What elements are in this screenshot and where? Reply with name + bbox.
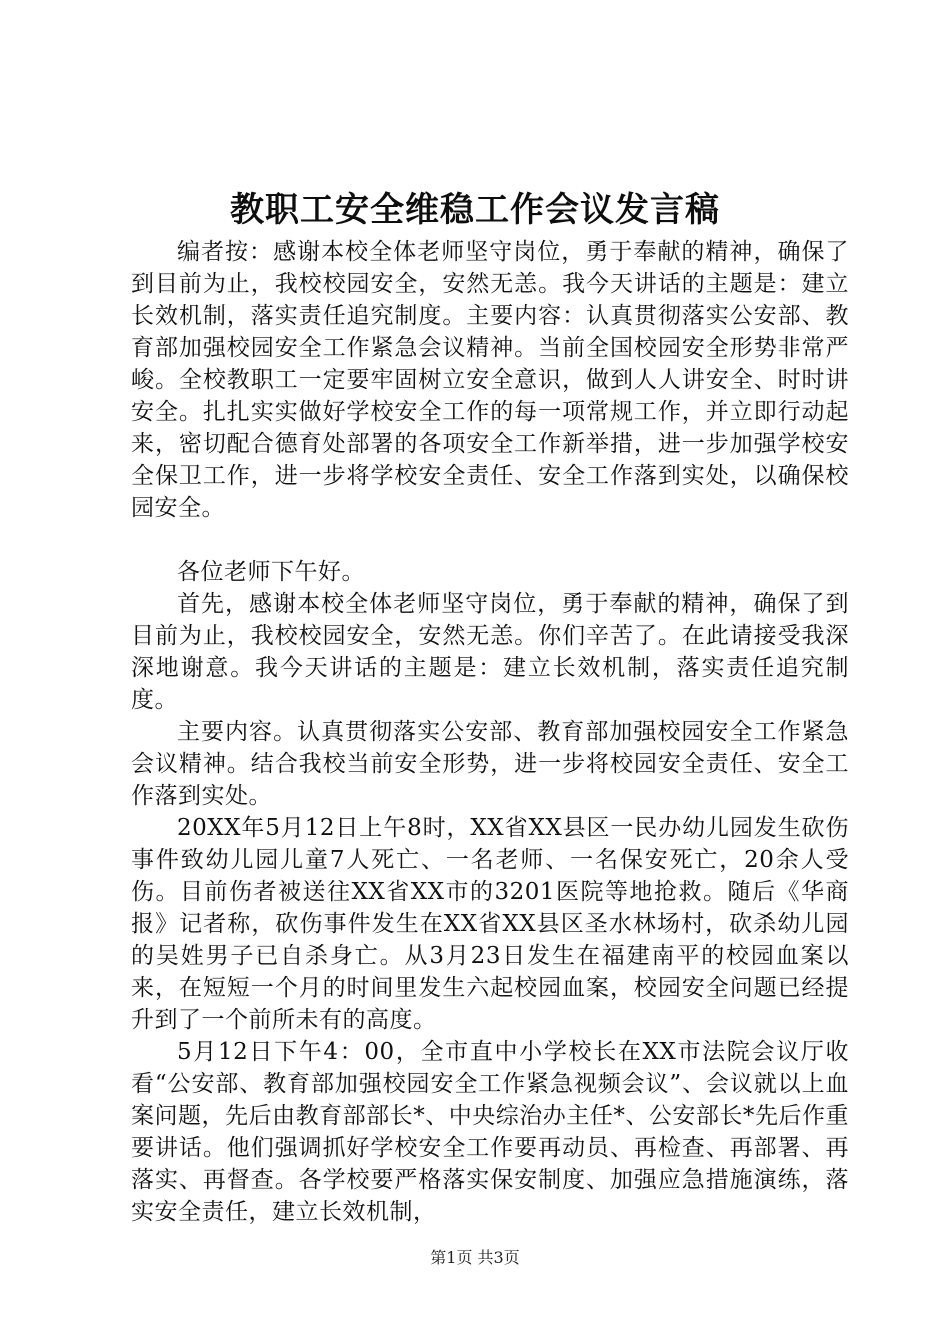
- paragraph-spacer: [131, 524, 849, 556]
- greeting-paragraph: 各位老师下午好。: [177, 559, 365, 585]
- meeting-paragraph: 5月12日下午4：00，全市直中小学校长在XX市法院会议厅收看“公安部、教育部加强校园安全工作紧急视频会议”、会议就以上血案问题，先后由教育部部长*、中央综治办主任*、公安部长*先后作重要讲话。他们强调抓好学校安全工作要再动员、再检查、再部署、再落实、再督查。各学校要严格落实保安制度、加强应急措施演练，落实安全责任，建立长效机制，: [131, 1039, 849, 1225]
- incident-paragraph: 20XX年5月12日上午8时，XX省XX县区一民办幼儿园发生砍伤事件致幼儿园儿童7人死亡、一名老师、一名保安死亡，20余人受伤。目前伤者被送往XX省XX市的3201医院等地抢救。随后《华商报》记者称，砍伤事件发生在XX省XX县区圣水林场村，砍杀幼儿园的吴姓男子已自杀身亡。从3月23日发生在福建南平的校园血案以来，在短短一个月的时间里发生六起校园血案，校园安全问题已经提升到了一个前所未有的高度。: [131, 815, 849, 1033]
- main-content-paragraph: 主要内容。认真贯彻落实公安部、教育部加强校园安全工作紧急会议精神。结合我校当前安全形势，进一步将校园安全责任、安全工作落到实处。: [131, 719, 849, 809]
- document-body: [131, 236, 849, 1228]
- thanks-paragraph: 首先，感谢本校全体老师坚守岗位，勇于奉献的精神，确保了到目前为止，我校校园安全，安然无恙。你们辛苦了。在此请接受我深深地谢意。我今天讲话的主题是：建立长效机制，落实责任追究制度。: [131, 591, 849, 713]
- editor-note-paragraph: 编者按：感谢本校全体老师坚守岗位，勇于奉献的精神，确保了到目前为止，我校校园安全，安然无恙。我今天讲话的主题是：建立长效机制，落实责任追究制度。主要内容：认真贯彻落实公安部、教育部加强校园安全工作紧急会议精神。当前全国校园安全形势非常严峻。全校教职工一定要牢固树立安全意识，做到人人讲安全、时时讲安全。扎扎实实做好学校安全工作的每一项常规工作，并立即行动起来，密切配合德育处部署的各项安全工作新举措，进一步加强学校安全保卫工作，进一步将学校安全责任、安全工作落到实处，以确保校园安全。: [131, 239, 849, 521]
- page-number-footer: 第1页 共3页: [430, 1248, 520, 1267]
- document-title: 教职工安全维稳工作会议发言稿: [230, 190, 720, 230]
